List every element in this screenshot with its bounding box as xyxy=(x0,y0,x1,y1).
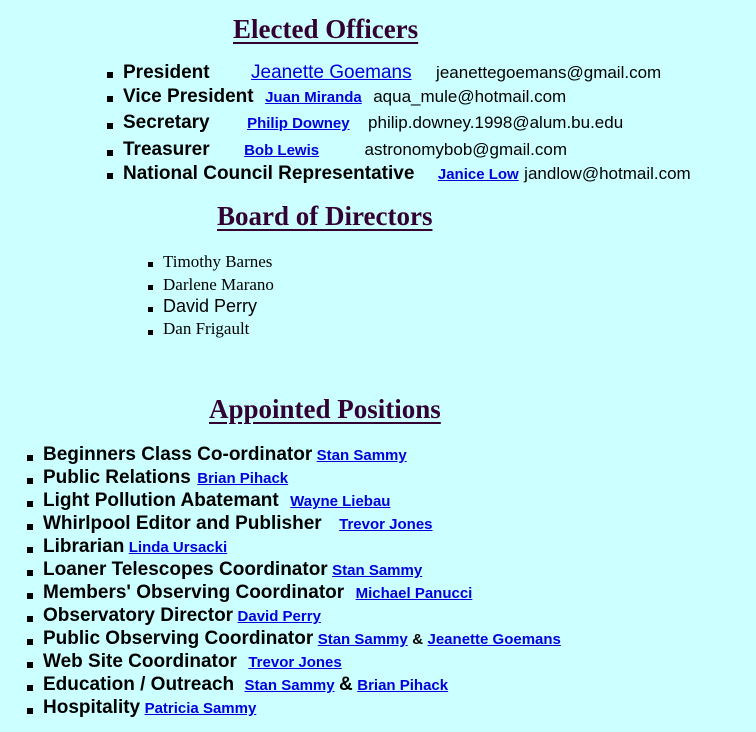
bullet-icon xyxy=(107,123,113,129)
position-title: Loaner Telescopes Coordinator xyxy=(43,559,328,580)
position-title: Education / Outreach xyxy=(43,674,235,695)
position-row xyxy=(43,674,448,696)
bullet-icon xyxy=(148,285,153,290)
officer-row-vice-president xyxy=(123,86,566,108)
officer-title: National Council Representative xyxy=(123,163,415,184)
position-title: Web Site Coordinator xyxy=(43,651,237,672)
position-title: Librarian xyxy=(43,536,125,557)
bullet-icon xyxy=(27,455,33,461)
officer-email: astronomybob@gmail.com xyxy=(364,140,567,159)
officer-name-link[interactable]: Philip Downey xyxy=(247,115,350,132)
position-name-link[interactable]: Stan Sammy xyxy=(244,677,335,694)
bullet-icon xyxy=(148,262,153,267)
position-name-link[interactable]: Stan Sammy xyxy=(332,562,423,579)
position-row xyxy=(43,536,227,558)
position-name-link[interactable]: Michael Panucci xyxy=(355,585,473,602)
position-name-link[interactable]: Brian Pihack xyxy=(357,677,449,694)
bullet-icon xyxy=(27,616,33,622)
officer-row-treasurer xyxy=(123,139,567,161)
position-row xyxy=(43,605,321,627)
position-row xyxy=(43,582,472,604)
position-row xyxy=(43,628,561,650)
position-row xyxy=(43,467,288,489)
officer-row-president xyxy=(123,62,661,84)
position-title: Hospitality xyxy=(43,697,141,718)
position-title: Light Pollution Abatemant xyxy=(43,490,279,511)
position-title: Beginners Class Co-ordinator xyxy=(43,444,313,465)
position-name-link[interactable]: Linda Ursacki xyxy=(128,539,228,556)
officer-title: President xyxy=(123,62,210,83)
board-member: Timothy Barnes xyxy=(163,252,273,271)
appointed-heading: Appointed Positions xyxy=(209,394,441,424)
position-name-link[interactable]: Stan Sammy xyxy=(316,447,407,464)
bullet-icon xyxy=(27,639,33,645)
position-name-link[interactable]: Patricia Sammy xyxy=(144,700,257,717)
position-title: Whirlpool Editor and Publisher xyxy=(43,513,322,534)
bullet-icon xyxy=(27,570,33,576)
bullet-icon xyxy=(27,662,33,668)
officer-email: aqua_mule@hotmail.com xyxy=(373,87,567,106)
bullet-icon xyxy=(107,173,113,179)
board-member: David Perry xyxy=(163,296,258,316)
bullet-icon xyxy=(148,330,153,335)
bullet-icon xyxy=(107,96,113,102)
position-row xyxy=(43,444,407,466)
bullet-icon xyxy=(107,72,113,78)
ampersand: & xyxy=(412,631,424,648)
bullet-icon xyxy=(148,307,153,312)
position-row xyxy=(43,651,342,673)
bullet-icon xyxy=(27,524,33,530)
officer-row-secretary xyxy=(123,112,623,134)
officer-email: jeanettegoemans@gmail.com xyxy=(436,63,662,82)
officer-name-link[interactable]: Bob Lewis xyxy=(244,142,320,159)
position-row xyxy=(43,559,422,581)
position-title: Observatory Director xyxy=(43,605,234,626)
board-heading: Board of Directors xyxy=(217,201,433,231)
board-member: Darlene Marano xyxy=(163,275,274,294)
position-name-link[interactable]: Trevor Jones xyxy=(339,516,433,533)
position-title: Members' Observing Coordinator xyxy=(43,582,345,603)
position-title: Public Observing Coordinator xyxy=(43,628,314,649)
bullet-icon xyxy=(27,685,33,691)
officer-name-link[interactable]: Janice Low xyxy=(437,166,519,183)
bullet-icon xyxy=(107,150,113,156)
position-row xyxy=(43,697,256,719)
position-name-link[interactable]: David Perry xyxy=(237,608,321,625)
bullet-icon xyxy=(27,501,33,507)
officer-email: jandlow@hotmail.com xyxy=(524,164,691,183)
officer-email: philip.downey.1998@alum.bu.edu xyxy=(368,113,624,132)
position-name-link[interactable]: Trevor Jones xyxy=(248,654,342,671)
elected-officers-heading: Elected Officers xyxy=(233,14,419,44)
officer-name-link[interactable]: Juan Miranda xyxy=(265,89,362,106)
position-title: Public Relations xyxy=(43,467,191,488)
bullet-icon xyxy=(27,593,33,599)
officer-title: Vice President xyxy=(123,86,254,107)
board-member: Dan Frigault xyxy=(163,319,250,338)
position-name-link[interactable]: Jeanette Goemans xyxy=(427,631,561,648)
position-name-link[interactable]: Wayne Liebau xyxy=(290,493,391,510)
position-row xyxy=(43,490,390,512)
officer-row-national-council xyxy=(123,163,691,185)
bullet-icon xyxy=(27,547,33,553)
bullet-icon xyxy=(27,478,33,484)
ampersand: & xyxy=(339,674,353,695)
officer-name-link[interactable]: Jeanette Goemans xyxy=(251,62,412,83)
officer-title: Treasurer xyxy=(123,139,210,160)
bullet-icon xyxy=(27,708,33,714)
position-name-link[interactable]: Brian Pihack xyxy=(197,470,289,487)
position-row xyxy=(43,513,433,535)
position-name-link[interactable]: Stan Sammy xyxy=(317,631,408,648)
officer-title: Secretary xyxy=(123,112,210,133)
